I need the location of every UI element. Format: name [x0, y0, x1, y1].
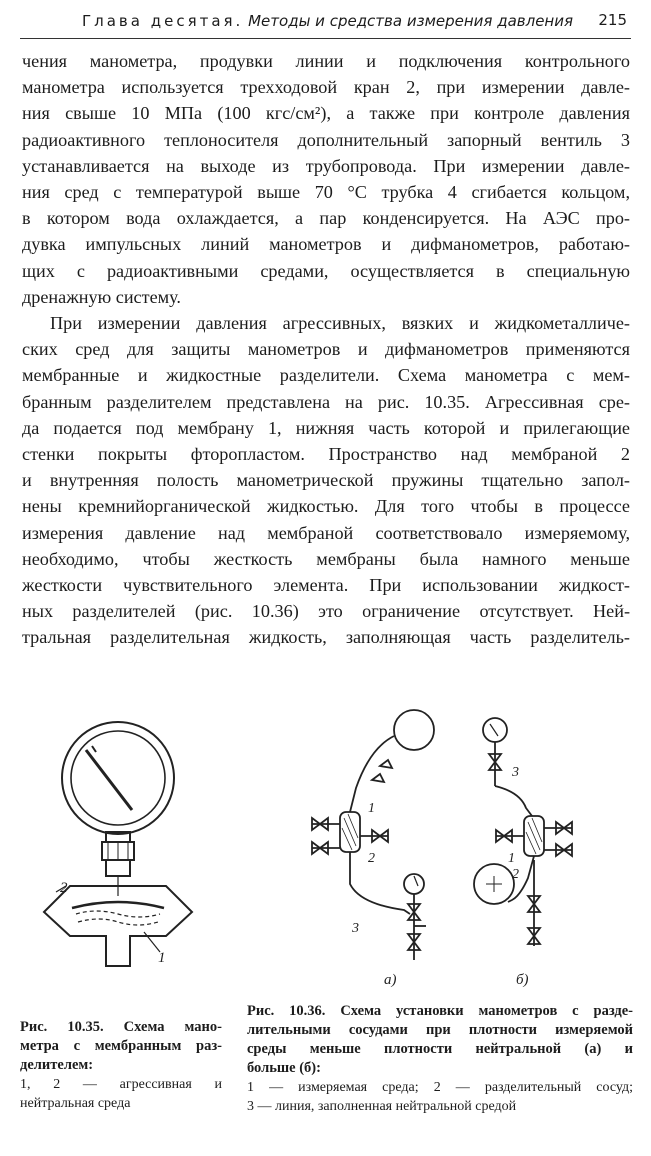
- membrane: [72, 902, 164, 908]
- figure-10-36-caption: [247, 1002, 633, 1116]
- fig36b-label-1: 1: [508, 851, 515, 866]
- fig36b-upper-line: [495, 786, 532, 816]
- fig36b-label-3: 3: [512, 765, 519, 780]
- text-line: тральная разделительная жидкость, заполняющая часть разделитель-: [22, 627, 630, 648]
- chapter-title: Методы и средства измерения давления: [248, 12, 574, 30]
- figure-10-35-caption: [20, 1018, 222, 1113]
- text-line: радиоактивного теплоносителя дополнительный запорный вентиль 3: [22, 129, 630, 150]
- fig36b-label-2: 2: [512, 867, 519, 882]
- fig35-label-2: 2: [60, 880, 68, 896]
- body-text: [22, 48, 630, 651]
- gauge-outer-ring: [62, 722, 174, 834]
- fig36a-top-gauge: [394, 710, 434, 750]
- text-line: и внутренняя полость манометрической пружины тщательно запол-: [22, 470, 630, 491]
- fig36a-sub-label: а): [384, 972, 397, 988]
- text-line: дувка импульсных линий манометров и дифманометров, работаю-: [22, 234, 630, 255]
- fig36a-label-3: 3: [352, 921, 359, 936]
- text-line: манометра используется трехходовой кран 2, при измерении давле-: [22, 77, 630, 98]
- chapter-label: Глава десятая.: [82, 12, 244, 30]
- header-rule: [20, 38, 631, 39]
- text-line: При измерении давления агрессивных, вязких и жидкометалличе-: [50, 313, 630, 334]
- text-line: стенки покрыты фторопластом. Пространство над мембраной 2: [22, 444, 630, 465]
- page-header: [20, 0, 631, 40]
- text-line: ных разделителей (рис. 10.36) это ограничение отсутствует. Ней-: [22, 601, 630, 622]
- fig36-caption-title: Рис. 10.36. Схема установки манометров с разде- лительными сосудами при плотности измеряемой среды меньше плотности нейтральной (а) и больше (б):: [247, 1003, 633, 1076]
- fig35-caption-title: Рис. 10.35. Схема мано- метра с мембранным раз- делителем:: [20, 1019, 222, 1073]
- fig36b-top-gauge: [483, 718, 507, 742]
- figure-10-35-drawing: [44, 722, 192, 966]
- figure-10-36a-drawing: [312, 710, 434, 960]
- running-title: [82, 12, 573, 30]
- text-line: бранным разделителем представлена на рис. 10.35. Агрессивная сре-: [22, 391, 630, 412]
- page-number: 215: [598, 11, 627, 29]
- fig36-caption-legend: 1 — измеряемая среда; 2 — разделительный сосуд; 3 — линия, заполненная нейтральной средой: [247, 1080, 633, 1114]
- text-line: чения манометра, продувки линии и подключения контрольного: [22, 51, 630, 71]
- text-line: нены кремнийорганической жидкостью. Для того чтобы в процессе: [22, 496, 630, 517]
- text-line: в котором вода охлаждается, а пар конденсируется. На АЭС про-: [22, 208, 630, 229]
- fig36a-lower-line: [350, 852, 410, 914]
- fig36a-label-1: 1: [368, 801, 375, 816]
- text-line: необходимо, чтобы жесткость мембраны была намного меньше: [22, 548, 630, 569]
- text-line: ния свыше 10 МПа (100 кгс/см²), а также при контроле давления: [22, 103, 630, 124]
- figure-10-36b-drawing: [474, 718, 572, 946]
- gauge-neck: [106, 860, 130, 876]
- text-line: ния сред с температурой выше 70 °С трубка 4 сгибается кольцом,: [22, 182, 630, 203]
- separator-body: [44, 886, 192, 966]
- fig35-label-1: 1: [158, 950, 166, 966]
- gauge-needle: [86, 750, 132, 810]
- text-line: щих с радиоактивными средами, осуществляется в специальную: [22, 260, 630, 281]
- text-line: дренажную систему.: [22, 286, 181, 307]
- text-line: ских сред для защиты манометров и дифманометров применяются: [22, 339, 630, 360]
- text-line: жесткости чувствительного элемента. При использовании жидкост-: [22, 575, 630, 596]
- fig36a-label-2: 2: [368, 851, 375, 866]
- fig35-caption-legend: 1, 2 — агрессивная и нейтральная среда: [20, 1077, 222, 1111]
- gauge-needle-tail: [92, 746, 96, 752]
- gauge-dial: [71, 731, 165, 825]
- text-line: да подается под мембрану 1, нижняя часть которой и прилегающие: [22, 417, 630, 438]
- fig36b-sub-label: б): [516, 972, 529, 988]
- text-line: устанавливается на выходе из трубопровода. При измерении давле-: [22, 155, 630, 176]
- text-line: измерения давление над мембраной соответствовало измеряемому,: [22, 522, 630, 543]
- text-line: мембранные и жидкостные разделители. Схема манометра с мем-: [22, 365, 630, 386]
- figures-drawing: [0, 700, 651, 1000]
